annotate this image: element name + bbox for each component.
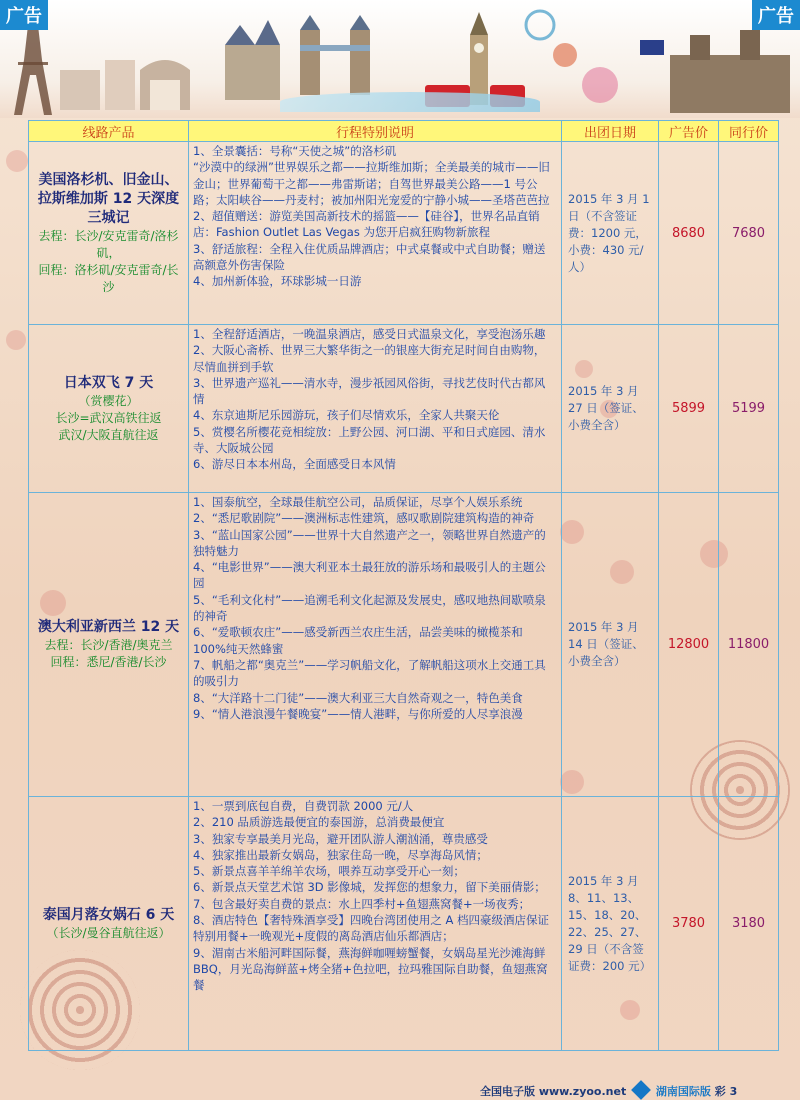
header-river [280, 92, 540, 112]
detail-item: 3、“蓝山国家公园”——世界十大自然遗产之一，领略世界自然遗产的独特魅力 [193, 527, 546, 558]
peer-price: 11800 [719, 493, 779, 797]
detail-item: 5、赏樱名所樱花竞相绽放：上野公园、河口湖、平和日式庭园、清水寺、大阪城公园 [193, 424, 546, 456]
detail-item: 1、一票到底包自费，自费罚款 2000 元/人 [193, 799, 414, 813]
detail-item: 9、湄南古米船河畔国际餐，燕海鲜咖喱螃蟹餐，女娲岛星光沙滩海鲜 BBQ，月光岛海鲜蓝+烤全猪+色拉吧，拉玛雅国际自助餐，鱼翅燕窝餐 [193, 945, 548, 993]
product-title: 日本双飞 7 天 [63, 374, 154, 391]
details-cell [189, 493, 562, 797]
departure-date: 2015 年 3 月 8、11、13、15、18、20、22、25、27、29 日（不含签证费：200 元） [562, 797, 659, 1051]
detail-item: 3、世界遗产巡礼——清水寺，漫步祇园风俗街，寻找艺伎时代古都风情 [193, 375, 546, 407]
product-title: 澳大利亚新西兰 12 天 [37, 619, 180, 635]
logo-icon [631, 1080, 651, 1100]
table-row [29, 142, 779, 325]
detail-item: 1、全景囊括：号称“天使之城”的洛杉矶 [193, 144, 397, 158]
product-cell [29, 493, 189, 797]
peer-price: 5199 [719, 325, 779, 493]
detail-item: 8、“大洋路十二门徒”——澳大利亚三大自然奇观之一，特色美食 [193, 690, 523, 705]
ad-price: 12800 [659, 493, 719, 797]
detail-item: 7、帆船之都“奥克兰”——学习帆船文化，了解帆船这项水上交通工具的吸引力 [193, 657, 546, 689]
decor-dot [6, 150, 28, 172]
detail-item: 7、包含最好卖自费的景点：水上四季村+鱼翅燕窝餐+一场夜秀； [193, 896, 531, 911]
detail-item: 4、东京迪斯尼乐园游玩，孩子们尽情欢乐，全家人共聚天伦 [193, 408, 500, 423]
detail-item: 8、酒店特色【奢特殊酒享受】四晚台湾团使用之 A 档四豪级酒店保证特别用餐+一晚观光+度假的离岛酒店仙乐都酒店； [193, 913, 549, 944]
table-row [29, 797, 779, 1051]
column-header-ad-price: 广告价 [659, 121, 719, 142]
decor-dot [6, 330, 26, 350]
page-footer [480, 1083, 737, 1099]
footer-page-number: 彩 3 [714, 1085, 738, 1098]
detail-item: 1、全程舒适酒店，一晚温泉酒店，感受日式温泉文化，享受泡汤乐趣 [193, 327, 546, 341]
product-cell [29, 142, 189, 325]
details-cell [189, 142, 562, 325]
product-route: 武汉/大阪直航往返 [58, 427, 159, 442]
details-cell [189, 325, 562, 493]
detail-item: 9、“情人港浪漫午餐晚宴”——情人港畔，与你所爱的人尽享浪漫 [193, 706, 523, 721]
detail-item: 2、超值赠送：游览美国高新技术的摇篮——【硅谷】，世界名品直销店：Fashion Outlet Las Vegas 为您开启疯狂购物新旅程 [193, 209, 540, 240]
detail-item: 3、独家专享最美月光岛，避开团队游人潮汹涌，尊贵感受 [193, 831, 488, 846]
detail-item: 2、大阪心斋桥、世界三大繁华街之一的银座大街充足时间自由购物，尽情血拼到手软 [193, 343, 546, 374]
departure-date: 2015 年 3 月 27 日（签证、小费全含） [562, 325, 659, 493]
product-route: 回程：洛杉矶/安克雷奇/长沙 [38, 262, 179, 294]
product-title: 泰国月落女娲石 6 天 [42, 906, 175, 923]
product-title: 美国洛杉机、旧金山、拉斯维加斯 12 天深度三城记 [37, 171, 180, 226]
ad-label-right: 广告 [752, 0, 800, 30]
footer-label: 全国电子版 [480, 1085, 535, 1098]
detail-item: 2、“悉尼歌剧院”——澳洲标志性建筑，感叹歌剧院建筑构造的神奇 [193, 511, 535, 526]
ad-price: 8680 [659, 142, 719, 325]
product-cell [29, 325, 189, 493]
ad-price: 3780 [659, 797, 719, 1051]
detail-item: 6、游尽日本本州岛，全面感受日本风情 [193, 457, 396, 472]
product-route: 去程：长沙/安克雷奇/洛杉矶， [38, 228, 179, 260]
table-header-row [29, 121, 779, 142]
column-header-product: 线路产品 [29, 121, 189, 142]
column-header-details: 行程特别说明 [189, 121, 562, 142]
peer-price: 7680 [719, 142, 779, 325]
departure-date: 2015 年 3 月 14 日（签证、小费全含） [562, 493, 659, 797]
column-header-peer-price: 同行价 [719, 121, 779, 142]
product-cell [29, 797, 189, 1051]
product-route: 去程：长沙/香港/奥克兰 [44, 638, 173, 652]
departure-date: 2015 年 3 月 1 日（不含签证费：1200 元，小费：430 元/人） [562, 142, 659, 325]
detail-item: 2、210 品质游选最便宜的泰国游，总消费最便宜 [193, 815, 445, 830]
ad-price: 5899 [659, 325, 719, 493]
detail-item: 4、加州新体验，环球影城一日游 [193, 274, 362, 289]
product-route: （赏樱花） [78, 393, 139, 408]
detail-item: 6、“爱歌顿农庄”——感受新西兰农庄生活，品尝美味的橄榄茶和 100%纯天然蜂蜜 [193, 625, 523, 656]
ad-label-left: 广告 [0, 0, 48, 30]
header-banner [0, 0, 800, 118]
detail-item: 4、独家推出最新女娲岛，独家住岛一晚，尽享海岛风情； [193, 847, 488, 862]
product-route: 回程：悉尼/香港/长沙 [50, 655, 167, 669]
detail-item: 6、新景点天堂艺术馆 3D 影像城，发挥您的想象力，留下美丽倩影； [193, 880, 546, 895]
footer-site-link[interactable]: www.zyoo.net [538, 1085, 627, 1098]
table-row [29, 325, 779, 493]
detail-item: 5、“毛利文化村”——追溯毛利文化起源及发展史，感叹地热间歇喷泉的神奇 [193, 592, 546, 624]
footer-brand: 湖南国际版 [655, 1085, 711, 1098]
routes-table [28, 120, 779, 1051]
detail-item: 5、新景点喜羊羊绵羊农场，喂养互动享受开心一刻； [193, 864, 465, 879]
product-route: （长沙/曼谷直航往返） [46, 925, 171, 940]
detail-item: 3、舒适旅程：全程入住优质品牌酒店；中式桌餐或中式自助餐；赠送高额意外伤害保险 [193, 241, 546, 273]
details-cell [189, 797, 562, 1051]
column-header-date: 出团日期 [562, 121, 659, 142]
table-row [29, 493, 779, 797]
detail-item: 1、国泰航空，全球最佳航空公司，品质保证，尽享个人娱乐系统 [193, 495, 523, 509]
peer-price: 3180 [719, 797, 779, 1051]
product-route: 长沙=武汉高铁往返 [55, 410, 162, 425]
detail-item: 4、“电影世界”——澳大利亚本土最狂放的游乐场和最吸引人的主题公园 [193, 560, 546, 591]
detail-item: “沙漠中的绿洲”世界娱乐之都——拉斯维加斯；全美最美的城市——旧金山；世界葡萄干之都——弗雷斯诺；自驾世界最美公路——1 号公路；太阳峡谷——丹麦村；被加州阳光宠爱的宁静小城——圣塔芭芭拉 [193, 160, 550, 207]
